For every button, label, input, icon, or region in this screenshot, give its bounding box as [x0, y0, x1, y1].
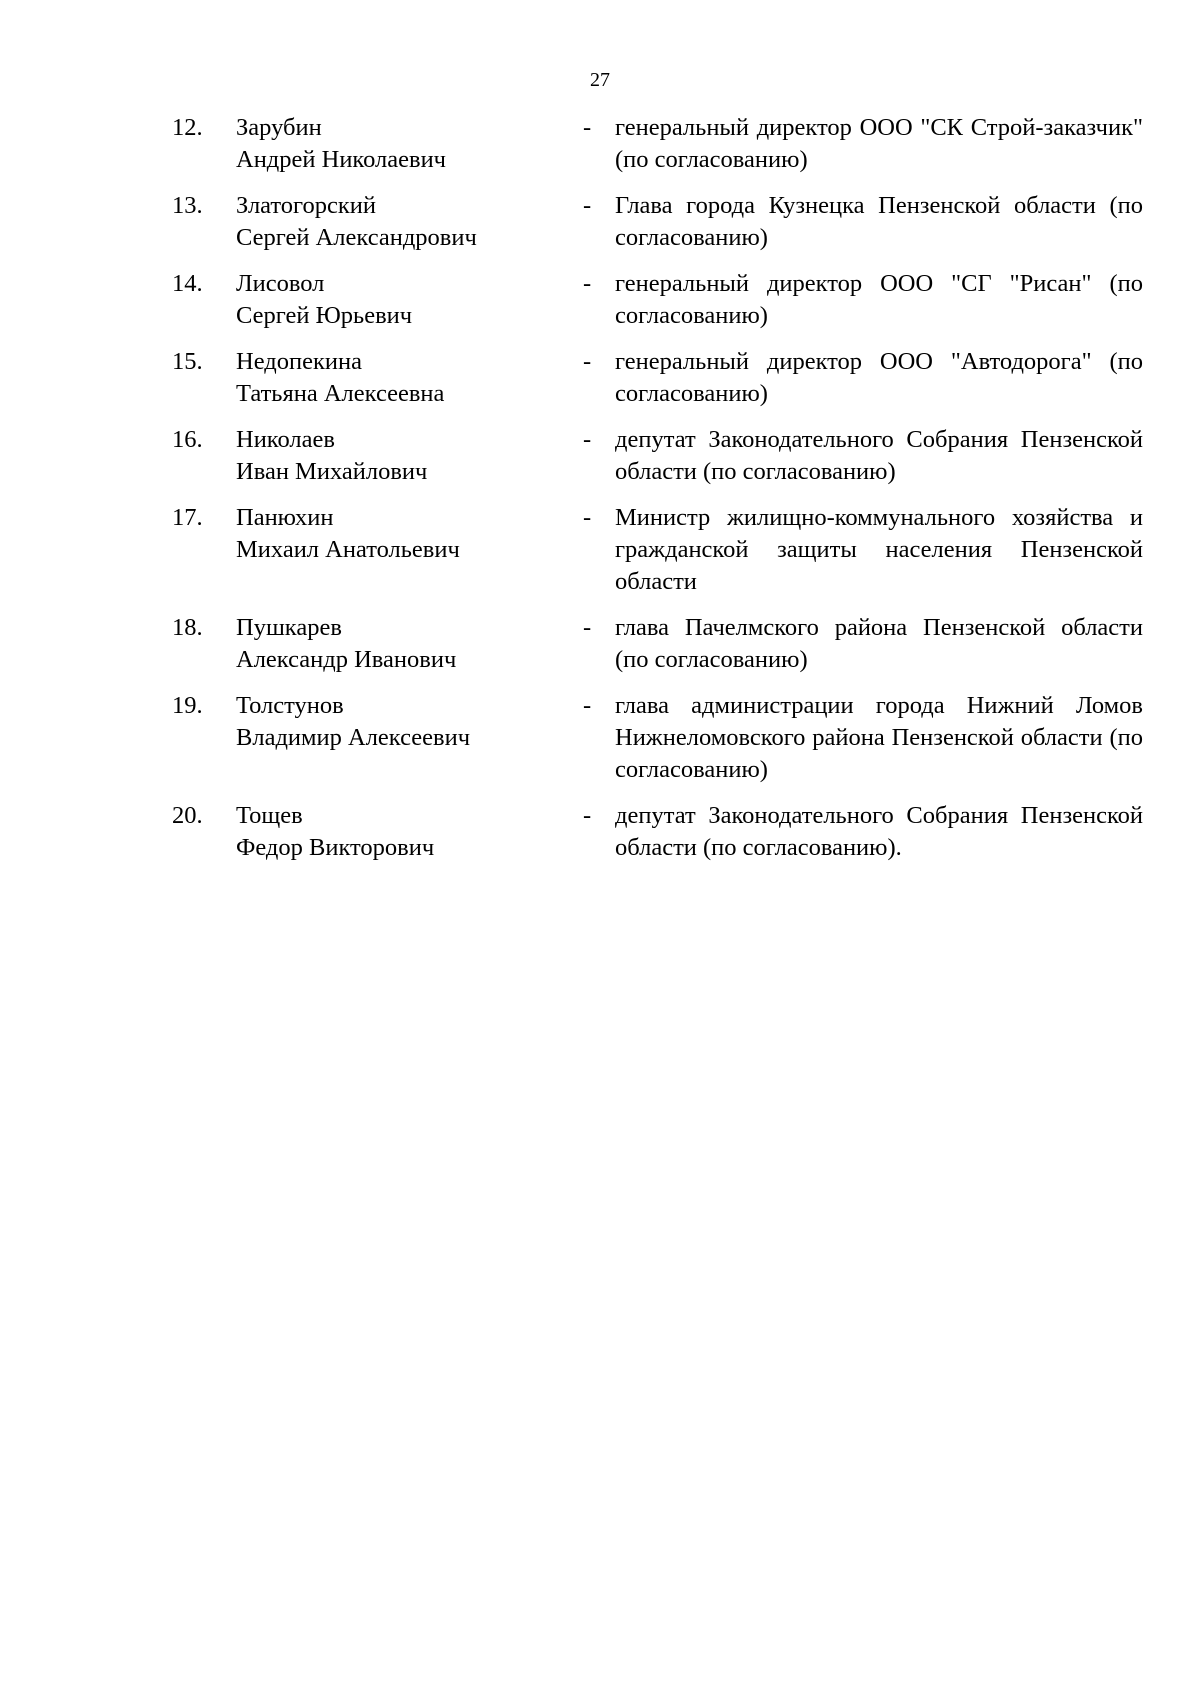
- member-name: [236, 190, 583, 254]
- member-position: генеральный директор ООО "СК Строй-заказчик" (по согласованию): [615, 114, 1143, 173]
- item-number: 18.: [172, 614, 203, 641]
- dash-separator: -: [583, 802, 592, 829]
- member-position: депутат Законодательного Собрания Пензенской области (по согласованию): [615, 426, 1143, 485]
- list-item: [172, 690, 1144, 786]
- member-surname: Тощев: [236, 802, 303, 829]
- list-item: [172, 346, 1144, 410]
- list-item: [172, 112, 1144, 176]
- member-position: депутат Законодательного Собрания Пензенской области (по согласованию).: [615, 802, 1143, 861]
- page-number: 27: [590, 69, 610, 91]
- dash-separator: -: [583, 270, 592, 297]
- member-surname: Лисовол: [236, 270, 325, 297]
- dash-separator: -: [583, 692, 592, 719]
- item-number: 12.: [172, 114, 203, 141]
- item-number: 17.: [172, 504, 203, 531]
- member-given-names: Михаил Анатольевич: [236, 536, 460, 563]
- member-position: Глава города Кузнецка Пензенской области (по согласованию): [615, 192, 1143, 251]
- member-given-names: Федор Викторович: [236, 834, 435, 861]
- member-position: Министр жилищно-коммунального хозяйства и гражданской защиты населения Пензенской области: [615, 504, 1143, 595]
- member-given-names: Сергей Александрович: [236, 224, 477, 251]
- member-surname: Николаев: [236, 426, 335, 453]
- member-surname: Пушкарев: [236, 614, 342, 641]
- member-name: [236, 424, 583, 488]
- list-item: [172, 502, 1144, 598]
- member-surname: Зарубин: [236, 114, 322, 141]
- item-number: 14.: [172, 270, 203, 297]
- member-name: [236, 268, 583, 332]
- list-item: [172, 190, 1144, 254]
- member-name: [236, 346, 583, 410]
- list-item: [172, 268, 1144, 332]
- member-surname: Златогорский: [236, 192, 376, 219]
- member-list: [172, 112, 1144, 878]
- dash-separator: -: [583, 192, 592, 219]
- member-given-names: Сергей Юрьевич: [236, 302, 413, 329]
- item-number: 13.: [172, 192, 203, 219]
- member-name: [236, 690, 583, 754]
- member-position: глава Пачелмского района Пензенской области (по согласованию): [615, 614, 1143, 673]
- member-given-names: Андрей Николаевич: [236, 146, 446, 173]
- member-name: [236, 502, 583, 566]
- member-name: [236, 112, 583, 176]
- member-given-names: Владимир Алексеевич: [236, 724, 471, 751]
- dash-separator: -: [583, 348, 592, 375]
- item-number: 15.: [172, 348, 203, 375]
- item-number: 20.: [172, 802, 203, 829]
- member-position: глава администрации города Нижний Ломов Нижнеломовского района Пензенской области (по согласованию): [615, 692, 1143, 783]
- item-number: 16.: [172, 426, 203, 453]
- member-name: [236, 800, 583, 864]
- member-given-names: Татьяна Алексеевна: [236, 380, 445, 407]
- member-surname: Толстунов: [236, 692, 344, 719]
- member-given-names: Иван Михайлович: [236, 458, 428, 485]
- list-item: [172, 800, 1144, 864]
- member-position: генеральный директор ООО "Автодорога" (по согласованию): [615, 348, 1143, 407]
- member-name: [236, 612, 583, 676]
- list-item: [172, 424, 1144, 488]
- dash-separator: -: [583, 614, 592, 641]
- item-number: 19.: [172, 692, 203, 719]
- member-surname: Панюхин: [236, 504, 334, 531]
- dash-separator: -: [583, 426, 592, 453]
- member-surname: Недопекина: [236, 348, 362, 375]
- dash-separator: -: [583, 504, 592, 531]
- list-item: [172, 612, 1144, 676]
- member-position: генеральный директор ООО "СГ "Рисан" (по согласованию): [615, 270, 1143, 329]
- member-given-names: Александр Иванович: [236, 646, 457, 673]
- dash-separator: -: [583, 114, 592, 141]
